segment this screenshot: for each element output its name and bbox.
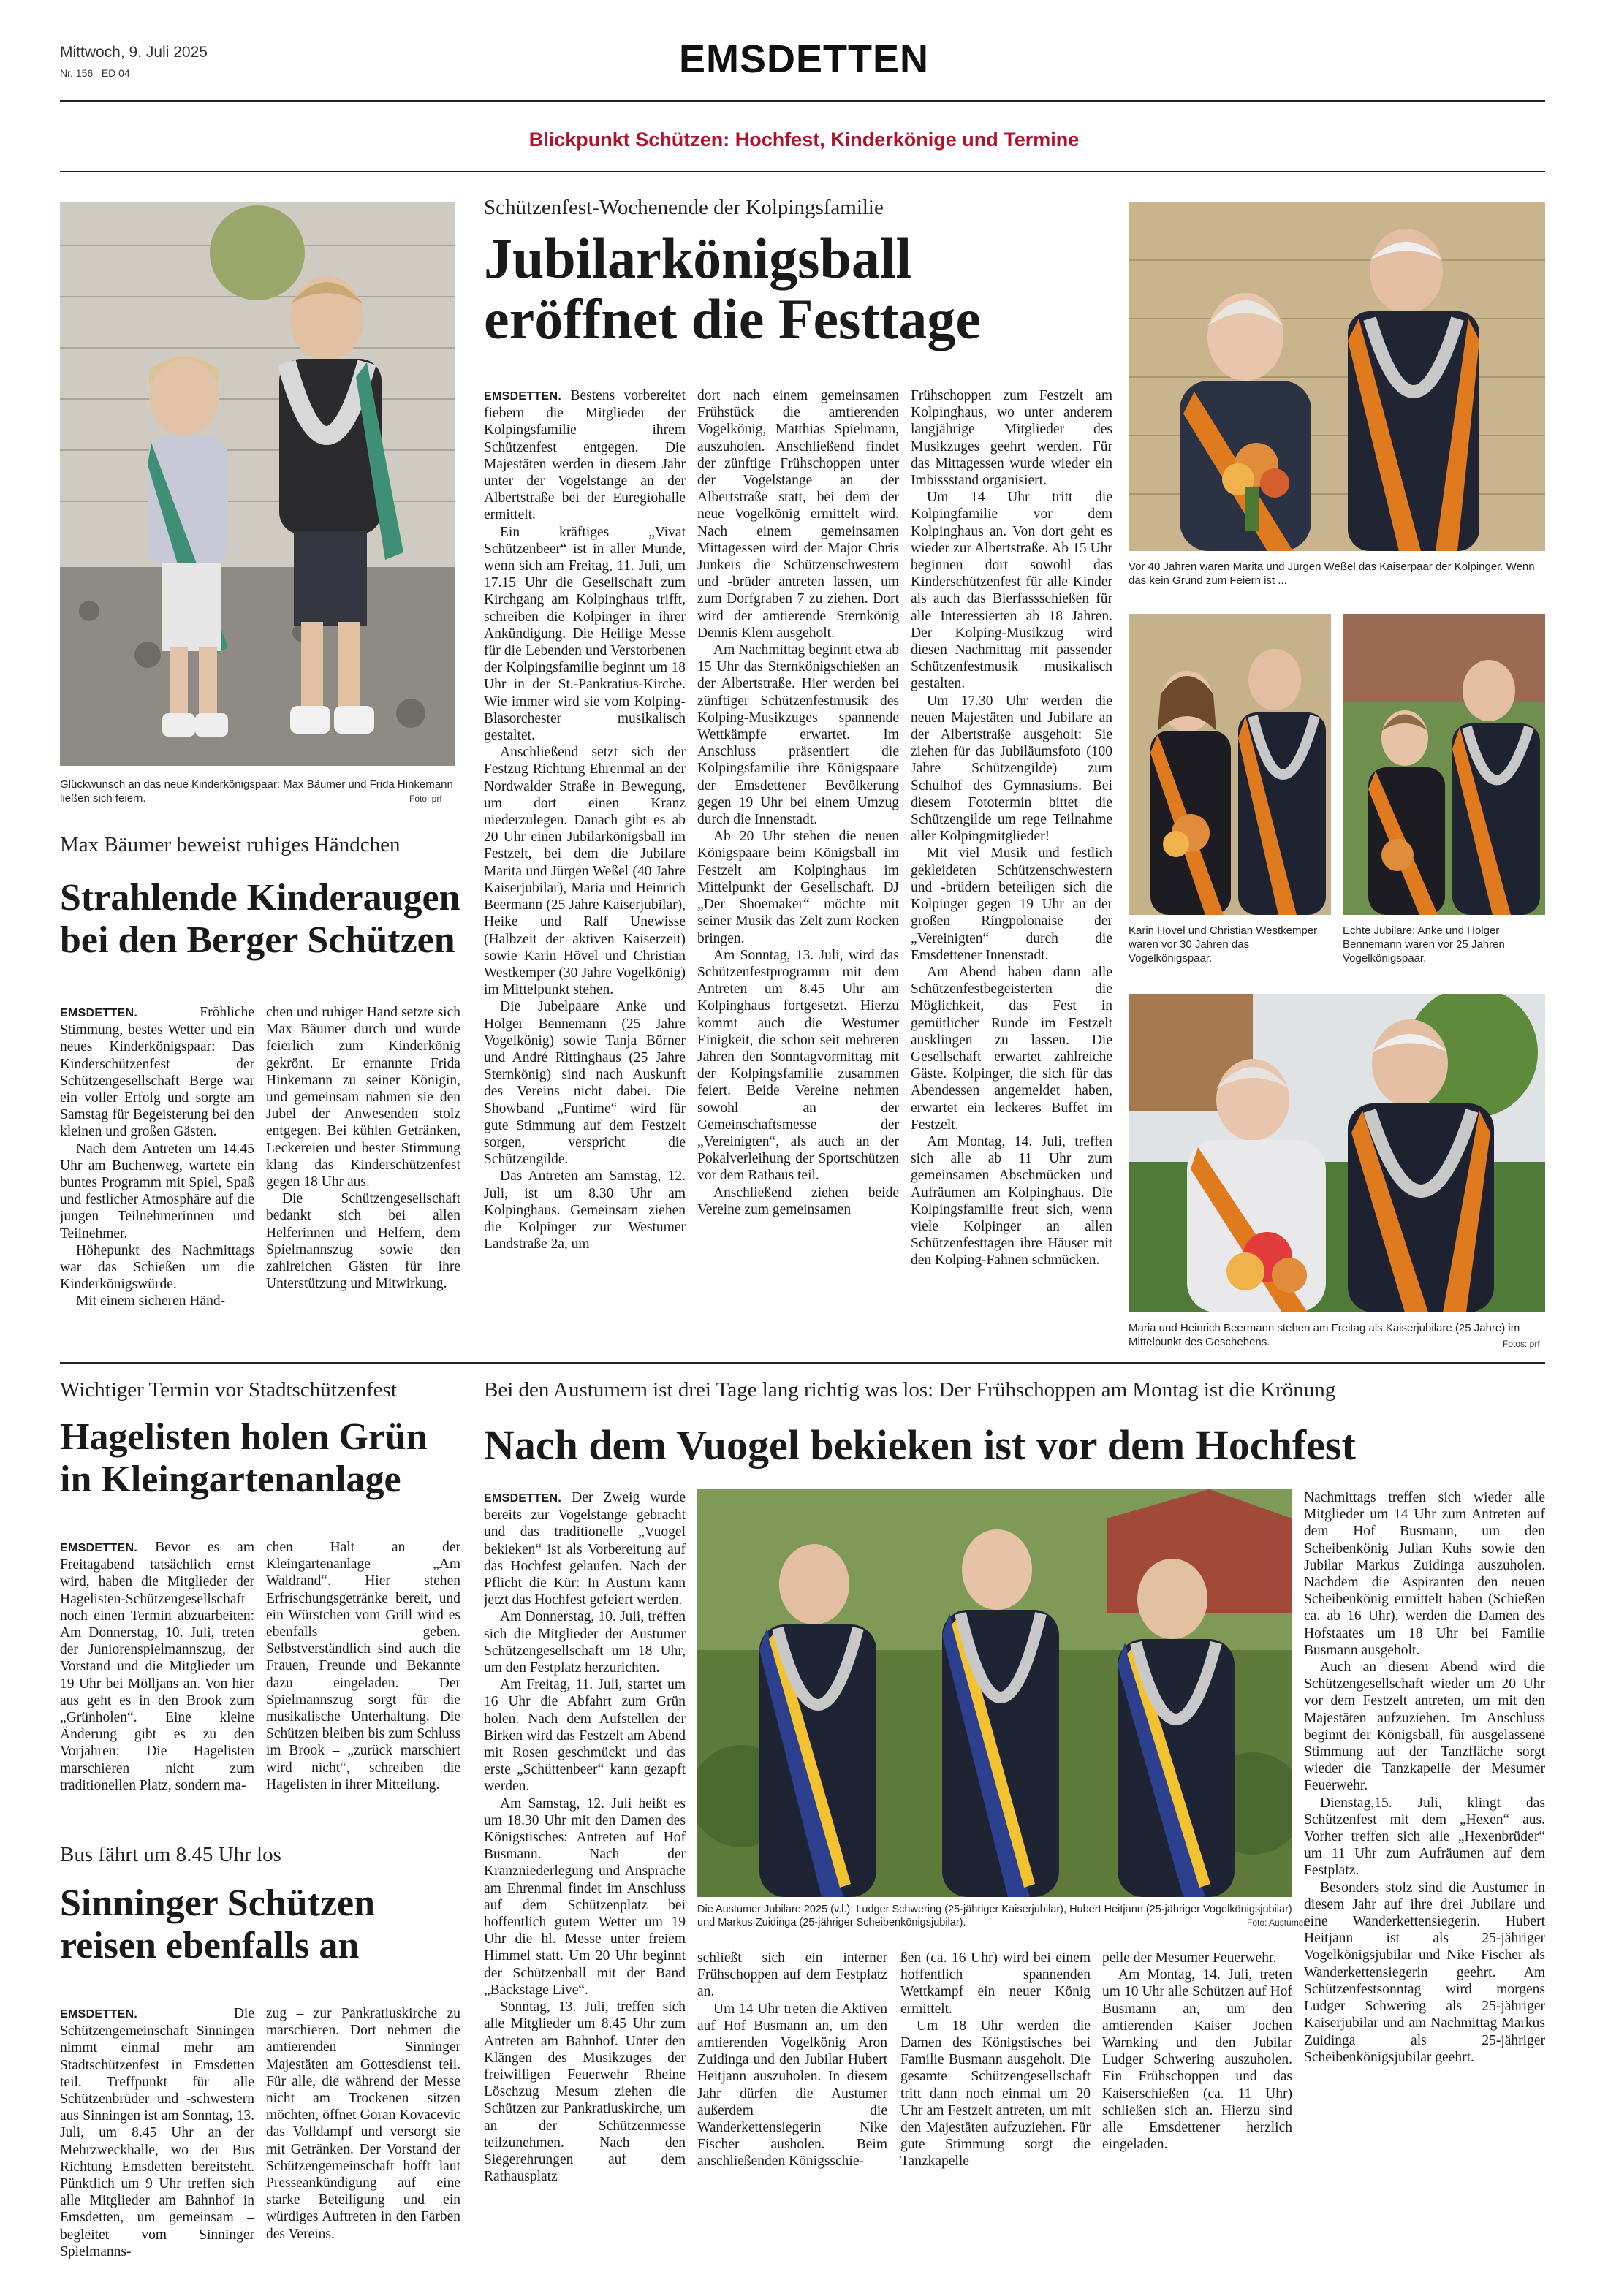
kicker-sinningen: Bus fährt um 8.45 Uhr los	[60, 1843, 281, 1866]
headline-kolping	[484, 228, 1112, 350]
berg-c1-p3: Mit einem sicheren Händ-	[76, 1293, 226, 1309]
hagelisten-c2-p0: chen Halt an der Kleingartenanlage „Am Waldrand“. Hier stehen Erfrischungsgetränke bereit, und ein Würstchen vom Grill wird es ebenfalls geben. Selbstverständlich sind auch die Frauen, Freunde und Bekannte dazu eingeladen. Der Spielmannszug sorgt für die musikalische Unterhaltung. Die Schützen bleiben bis zum Schluss im Brook – „zurück marschiert wird nicht“, schreiben die Hagelisten in ihrer Mitteilung.	[266, 1540, 460, 1793]
edition-code: ED 04	[101, 67, 130, 79]
austum-c4-p1: Am Montag, 14. Juli, treten um 10 Uhr alle Schützen auf Hof Busmann an, um den amtierenden Kaiser Jochen Warnking und den Jubilar Ludger Schwering auszuholen. Ein Frühschoppen und das Kaiserschießen (ca. 11 Uhr) schließen sich an. Hierzu sind alle Emsdettener herzlich eingeladen.	[1102, 1967, 1292, 2153]
austum-c5-p2: Dienstag,15. Juli, klingt das Schützenfest mit dem „Hexen“ aus. Vorher treffen sich alle „Hexenbrüder“ um 11 Uhr zum Aufräumen auf dem Festplatz.	[1304, 1795, 1545, 1879]
headline-kolping-line2: eröffnet die Festtage	[484, 287, 982, 351]
kolping-c1-p1: Ein kräftiges „Vivat Schützenbeer“ ist in aller Munde, wenn sich am Freitag, 11. Juli, um 17.15 Uhr die Gesellschaft zum Kirchgang am Kolpinghaus trifft, schreiben die Kolpinger in ihrer Ankündigung. Die Heilige Messe für die Lebenden und Verstorbenen der Kolpingsfamilie beginnt um 18 Uhr in der St.-Pankratius-Kirche. Wie immer wird sie vom Kolping-Blasorchester musikalisch gestaltet.	[484, 524, 686, 744]
hagelisten-c1-p0: Bevor es am Freitagabend tatsächlich ernst wird, haben die Mitglieder der Hagelisten-Schützengesellschaft noch einen Termin abzuarbeiten: Am Donnerstag, 10. Juli, treten der Juniorenspielmannszug, der Vorstand und die Mitglieder um 19 Uhr bei Mölljans an. Von hier aus geht es in den Brook zum „Grünholen“. Eine kleine Änderung gibt es zu den Vorjahren: Die Hagelisten marschieren nicht zum traditionellen Platz, sondern ma-	[60, 1540, 254, 1793]
austum-c2-p1: Um 14 Uhr treten die Aktiven auf Hof Busmann an, um den amtierenden Vogelkönig Aron Zuidinga und den Jubilar Hubert Heitjann auszuholen. In diesem Jahr dürfen die Austumer außerdem die Wanderkettensiegerin Nike Fischer ausholen. Beim anschließenden Königsschie-	[697, 2001, 887, 2170]
austum-column-1	[484, 1489, 686, 2283]
caption-bennemann: Echte Jubilare: Anke und Holger Bennemann waren vor 25 Jahren Vogelkönigspaar.	[1343, 924, 1505, 965]
credit-kolping: Fotos: prf	[1503, 1339, 1540, 1349]
austum-c5-p0: Nachmittags treffen sich wieder alle Mitglieder um 14 Uhr zum Antreten auf dem Hof Busmann, um den Scheibenkönig Julian Kuhs sowie den Jubilar Markus Zuidinga auszuholen. Nachdem die Aspiranten den neuen Scheibenkönig ermittelt haben (Schießen ca. ab 16 Uhr), werden die Damen des Hofstaates um 18 Uhr bei Familie Busmann ausgeholt.	[1304, 1490, 1545, 1658]
kicker-kolping: Schützenfest-Wochenende der Kolpingsfamilie	[484, 196, 884, 219]
kolping-c3-p1: Um 14 Uhr tritt die Kolpingfamilie vor dem Kolpinghaus an. Von dort geht es wieder zur Albertstraße. Ab 15 Uhr beginnen dort sowohl das Kinderschützenfest für alle Kinder als auch das Bierfassschießen für alle Interessierten ab 18 Jahren. Der Kolping-Musikzug wird diesen Nachmittag mit passender Schützenfestmusik musikalisch gestalten.	[911, 490, 1112, 692]
location-sinningen: EMSDETTEN.	[60, 2008, 138, 2021]
middle-rule	[60, 1362, 1545, 1364]
austum-c3-p0: ßen (ca. 16 Uhr) wird bei einem hoffentlich spannenden Wettkampf ein neuer König ermittelt.	[900, 1950, 1091, 2017]
photo-beermann	[1129, 994, 1545, 1312]
kolping-column-1	[484, 387, 686, 1349]
section-title: EMSDETTEN	[678, 37, 930, 81]
berg-column-1	[60, 1004, 254, 1347]
issue-nr: Nr. 156	[60, 67, 94, 79]
location-kolping: EMSDETTEN.	[484, 390, 562, 403]
austum-column-5	[1304, 1489, 1545, 2283]
austum-c5-p1: Auch an diesem Abend wird die Schützengesellschaft wieder um 20 Uhr vor dem Festzelt antreten, um mit den Majestäten aufzuziehen. Im Anschluss beginnt der Königsball, für ausgelassene Stimmung auf der Tanzfläche sorgt wieder die Tanzkapelle der Mesumer Feuerwehr.	[1304, 1660, 1545, 1794]
kolping-c2-p4: Anschließend ziehen beide Vereine zum gemeinsamen	[697, 1185, 899, 1217]
caption-wessel: Vor 40 Jahren waren Marita und Jürgen Weßel das Kaiserpaar der Kolpinger. Wenn das kein Grund zum Feiern ist ...	[1129, 560, 1535, 587]
austum-c1-p1: Am Donnerstag, 10. Juli, treffen sich die Mitglieder der Austumer Schützengesellschaft um 18 Uhr, um den Festplatz herzurichten.	[484, 1609, 686, 1676]
austum-c5-p3: Besonders stolz sind die Austumer in diesem Jahr auf ihre drei Jubilare und eine Wanderkettensiegerin. Hubert Heitjann ist als 25-jähriger Vogelkönigsjubilar und Nike Fischer als Wanderkettensiegerin geehrt. Am Schützenfestsonntag wird morgens Ludger Schwering als 25-jähriger Kaiserjubilar und am Nachmittag Markus Zuidinga als 25-jähriger Scheibenkönigsjubilar geehrt.	[1304, 1879, 1545, 2065]
kicker-hagelisten: Wichtiger Termin vor Stadtschützenfest	[60, 1378, 397, 1402]
austum-c4-p0: pelle der Mesumer Feuerwehr.	[1102, 1950, 1277, 1966]
caption-hoevel-westkemper: Karin Hövel und Christian Westkemper waren vor 30 Jahren das Vogelkönigspaar.	[1129, 924, 1318, 965]
kicker-berg: Max Bäumer beweist ruhiges Händchen	[60, 833, 401, 856]
credit-kinderkoenigspaar: Foto: prf	[409, 794, 442, 804]
berg-c1-p0: Fröhliche Stimmung, bestes Wetter und ein neues Kinderkönigspaar: Das Kinderschützenfest der Schützengesellschaft Berge war ein voller Erfolg und sorgte am Samstag für Begeisterung bei den kleinen und großen Gästen.	[60, 1005, 254, 1140]
berg-c1-p1: Nach dem Antreten um 14.45 Uhr am Buchenweg, wartete ein buntes Programm mit Spiel, Spaß und festlicher Atmosphäre auf die jungen Teilnehmerinnen und Teilnehmer.	[60, 1141, 254, 1242]
austum-column-4	[1102, 1950, 1292, 2283]
photo-bennemann	[1343, 614, 1545, 915]
issue-date: Mittwoch, 9. Juli 2025	[60, 44, 208, 61]
kicker-austum: Bei den Austumern ist drei Tage lang richtig was los: Der Frühschoppen am Montag ist die Krönung	[484, 1378, 1336, 1402]
location-hagelisten: EMSDETTEN.	[60, 1542, 138, 1554]
headline-berg-line1: Strahlende Kinderaugen	[60, 877, 460, 919]
location-berg: EMSDETTEN.	[60, 1007, 138, 1019]
photo-kinderkoenigspaar	[60, 202, 455, 766]
austum-c2-p0: schließt sich ein interner Frühschoppen auf dem Festplatz an.	[697, 1950, 887, 2000]
berg-c2-p0: chen und ruhiger Hand setzte sich Max Bäumer durch und wurde feierlich zum Kinderkönig gekrönt. Er ernannte Frida Hinkemann zu seiner Königin, und gemeinsam nahmen sie den Jubel der Anwesenden stolz entgegen. Bei kühlen Getränken, Leckereien und bester Stimmung klang das Kinderschützenfest gegen 18 Uhr aus.	[266, 1005, 460, 1190]
austum-column-3	[900, 1950, 1091, 2283]
sinningen-c2-p0: zug – zur Pankratiuskirche zu marschieren. Dort nehmen die amtierenden Sinninger Majestäten am Gottesdienst teil. Für alle, die während der Messe nicht am Trockenen sitzen möchten, öffnet Goran Kovacevic das Volldampf und versorgt sie mit Getränken. Der Vorstand der Schützengemeinschaft hofft laut Presseankündigung auf eine starke Beteiligung und ein würdiges Auftreten in den Farben des Vereins.	[266, 2006, 460, 2242]
headline-sinningen	[60, 1882, 498, 1967]
topic-banner: Blickpunkt Schützen: Hochfest, Kinderkönige und Termine	[528, 129, 1080, 151]
berg-c2-p1: Die Schützengesellschaft bedankt sich bei allen Helferinnen und Helfern, dem Spielmannszug sowie den zahlreichen Gästen für ihre Unterstützung und Mitwirkung.	[266, 1191, 460, 1292]
austum-c3-p1: Um 18 Uhr werden die Damen des Königstisches bei Familie Busmann ausgeholt. Die gesamte Schützengesellschaft tritt dann noch einmal um 20 Uhr am Festzelt antreten, um mit den Majestäten aufzuziehen. Für gute Stimmung sorgt die Tanzkapelle	[900, 2018, 1091, 2170]
kolping-c3-p0: Frühschoppen zum Festzelt am Kolpinghaus, wo unter anderem langjährige Mitglieder des Musikzuges geehrt werden. Für das Mittagessen wurde wieder ein Imbissstand organisiert.	[911, 388, 1112, 489]
kolping-column-2	[697, 387, 899, 1349]
headline-sinningen-line2: reisen ebenfalls an	[60, 1925, 360, 1967]
topic-rule	[60, 171, 1545, 172]
austum-c1-p3: Am Samstag, 12. Juli heißt es um 18.30 Uhr mit den Damen des Königstisches: Antreten auf Hof Busmann. Nach der Kranzniederlegung und Ansprache am Ehrenmal findet im Anschluss auf dem Schützenplatz bei hoffentlich gutem Wetter um 19 Uhr die hl. Messe unter freiem Himmel statt. Um 20 Uhr beginnt der Schützenball mit der Band „Backstage Live“.	[484, 1795, 686, 1998]
photo-hoevel-westkemper	[1129, 614, 1331, 915]
austum-column-2	[697, 1950, 887, 2283]
kolping-c1-p4: Das Antreten am Samstag, 12. Juli, ist um 8.30 Uhr am Kolpinghaus. Gemeinsam ziehen die Kolpinger zur Westumer Landstraße 2a, um	[484, 1168, 686, 1252]
hagelisten-column-2	[266, 1539, 460, 1820]
sinningen-column-1	[60, 2005, 254, 2283]
headline-berg-line2: bei den Berger Schützen	[60, 919, 455, 962]
austum-c1-p2: Am Freitag, 11. Juli, startet um 16 Uhr die Abfahrt zum Grün holen. Nach dem Aufstellen der Birken wird das Festzelt am Abend mit Rosen geschmückt und das erste „Schüttenbeer“ kann gezapft werden.	[484, 1677, 686, 1795]
photo-austumer-jubilare	[697, 1489, 1292, 1897]
kolping-c3-p4: Am Abend haben dann alle Schützenfestbegeisterten die Möglichkeit, das Fest in gemütlicher Runde im Festzelt ausklingen zu lassen. Die Gesellschaft erwartet zahlreiche Gäste. Kolpinger, die sich für das Abendessen angemeldet haben, erwartet ein leckeres Buffet im Festzelt.	[911, 964, 1112, 1133]
sinningen-column-2	[266, 2005, 460, 2283]
kolping-c1-p3: Die Jubelpaare Anke und Holger Bennemann (25 Jahre Vogelkönig) sowie Tanja Börner und André Rittinghaus (25 Jahre Sternkönig) sind nach Auskunft des Vereins nicht dabei. Die Showband „Funtime“ wird für gute Stimmung auf dem Festzelt sorgen, verspricht die Schützengilde.	[484, 999, 686, 1168]
austum-c1-p4: Sonntag, 13. Juli, treffen sich alle Mitglieder um 8.45 Uhr zum Antreten am Bahnhof. Unter den Klängen des Musikzuges der freiwilligen Feuerwehr Rheine Löschzug Mesum ziehen die Schützen zur Pankratiuskirche, um an der Schützenmesse teilzunehmen. Nach den Siegerehrungen auf dem Rathausplatz	[484, 1999, 686, 2185]
headline-sinningen-line1: Sinninger Schützen	[60, 1882, 376, 1924]
kolping-column-3	[911, 387, 1112, 1349]
photo-wessel	[1129, 202, 1545, 551]
credit-austumer: Foto: Austumer	[1247, 1917, 1307, 1928]
headline-hagelisten-line2: in Kleingartenanlage	[60, 1459, 401, 1501]
caption-kinderkoenigspaar: Glückwunsch an das neue Kinderkönigspaar: Max Bäumer und Frida Hinkemann ließen sich feiern.	[60, 778, 453, 805]
headline-berg	[60, 877, 498, 962]
headline-austum: Nach dem Vuogel bekieken ist vor dem Hochfest	[484, 1421, 1356, 1469]
headline-kolping-line1: Jubilarkönigsball	[484, 227, 912, 290]
caption-beermann: Maria und Heinrich Beermann stehen am Freitag als Kaiserjubilare (25 Jahre) im Mittelpunkt des Geschehens.	[1129, 1322, 1520, 1348]
sinningen-c1-p0: Die Schützengemeinschaft Sinningen nimmt einmal mehr am Stadtschützenfest in Emsdetten teil. Treffpunkt für alle Schützenbrüder und -schwestern aus Sinningen ist am Sonntag, 13. Juli, um 8.45 Uhr an der Mehrzweckhalle, wo der Bus Richtung Emsdetten bereitsteht. Pünktlich um 9 Uhr treffen sich alle Mitglieder am Bahnhof in Emsdetten, um gemeinsam – begleitet vom Sinninger Spielmanns-	[60, 2006, 254, 2259]
kolping-c3-p2: Um 17.30 Uhr werden die neuen Majestäten und Jubilare an der Albertstraße ausgeholt: Sie ziehen für das Jubiläumsfoto (100 Jahre Schützengilde) zum Schulhof des Gymnasiums. Bei diesem Fototermin bittet die Schützengilde um rege Teilnahme aller Kolpingmitglieder!	[911, 693, 1112, 845]
kolping-c2-p2: Ab 20 Uhr stehen die neuen Königspaare beim Königsball im Festzelt am Kolpinghaus im Mittelpunkt der Gesellschaft. DJ „Der Shoemaker“ möchte mit seiner Musik das Zelt zum Rocken bringen.	[697, 829, 899, 946]
caption-austumer-jubilare: Die Austumer Jubilare 2025 (v.l.): Ludger Schwering (25-jähriger Kaiserjubilar), Hubert Heitjann (25-jähriger Vogelkönigsjubilar) und Markus Zuidinga (25-jähriger Scheibenkönigsjubilar).	[697, 1904, 1292, 1928]
header-rule	[60, 100, 1545, 102]
location-austum: EMSDETTEN.	[484, 1492, 562, 1505]
headline-hagelisten-line1: Hagelisten holen Grün	[60, 1416, 428, 1458]
kolping-c3-p5: Am Montag, 14. Juli, treffen sich alle ab 11 Uhr zum gemeinsamen Abschmücken und Aufräumen am Kolpinghaus. Die Kolpingsfamilie freut sich, wenn viele Kolpinger an allen Schützenfesttagen ihre Häuser mit den Kolping-Fahnen schmücken.	[911, 1133, 1112, 1269]
austum-c1-p0: Der Zweig wurde bereits zur Vogelstange gebracht und das traditionelle „Vuogel bekieken“ ist als Vorbereitung auf das Hochfest gelaufen. Nach der Pflicht die Kür: In Austum kann jetzt das Hochfest gefeiert werden.	[484, 1490, 686, 1608]
berg-c1-p2: Höhepunkt des Nachmittags war das Schießen um die Kinderkönigswürde.	[60, 1242, 254, 1293]
headline-hagelisten	[60, 1416, 498, 1501]
kolping-c2-p0: dort nach einem gemeinsamen Frühstück die amtierenden Vogelkönig, Matthias Spielmann, auszuholen. Anschließend findet der zünftige Frühschoppen unter der Vogelstange an der Albertstraße statt, bei dem der neue Vogelkönig ermittelt wird. Nach einem gemeinsamen Mittagessen wird der Major Chris Junkers die Schützenschwestern und -brüder antreten lassen, um zum Dorfgraben 7 zu ziehen. Dort wird der amtierende Sternkönig Dennis Klem ausgeholt.	[697, 388, 899, 641]
kolping-c2-p1: Am Nachmittag beginnt etwa ab 15 Uhr das Sternkönigschießen an der Albertstraße. Hier werden bei zünftiger Schützenfestmusik des Kolping-Musikzuges spannende Wettkämpfe erwartet. Im Anschluss präsentiert die Kolpingsfamilie ihre Königspaare der Emsdettener Bevölkerung gegen 19 Uhr bei einem Umzug durch die Innenstadt.	[697, 642, 899, 828]
kolping-c3-p3: Mit viel Musik und festlich gekleideten Schützenschwestern und -brüdern beteiligen sich die Kolpinger gegen 19 Uhr an der großen Ringpolonaise der „Vereinigten“ durch die Emsdettener Innenstadt.	[911, 845, 1112, 963]
hagelisten-column-1	[60, 1539, 254, 1820]
kolping-c1-p0: Bestens vorbereitet fiebern die Mitglieder der Kolpingsfamilie ihrem Schützenfest entgegen. Die Majestäten werden in diesem Jahr unter der Vogelstange an der Albertstraße bei der Euregiohalle ermittelt.	[484, 388, 686, 523]
kolping-c1-p2: Anschließend setzt sich der Festzug Richtung Ehrenmal an der Nordwalder Straße in Bewegung, um dort einen Kranz niederzulegen. Danach gibt es ab 20 Uhr einen Jubilarkönigsball im Festzelt, bei dem die Jubilare Marita und Jürgen Weßel (40 Jahre Kaiserjubilar), Maria und Heinrich Beermann (25 Jahre Kaiserjubilar), Heike und Ralf Unewisse (Halbzeit der aktiven Kaiserzeit) sowie Karin Hövel und Christian Westkemper (30 Jahre Vogelkönig) im Mittelpunkt stehen.	[484, 745, 686, 998]
kolping-c2-p3: Am Sonntag, 13. Juli, wird das Schützenfestprogramm mit dem Antreten um 8.45 Uhr am Kolpinghaus fortgesetzt. Hierzu kommt auch die Westumer Einigkeit, die schon seit mehreren Jahren den Sonntagvormittag mit der Kolpingsfamilie zusammen feiert. Beide Vereine nehmen sowohl an der Gemeinschaftsmesse der „Vereinigten“, als auch an der Pokalverleihung der Sportschützen vor dem Rathaus teil.	[697, 947, 899, 1184]
berg-column-2	[266, 1004, 460, 1347]
